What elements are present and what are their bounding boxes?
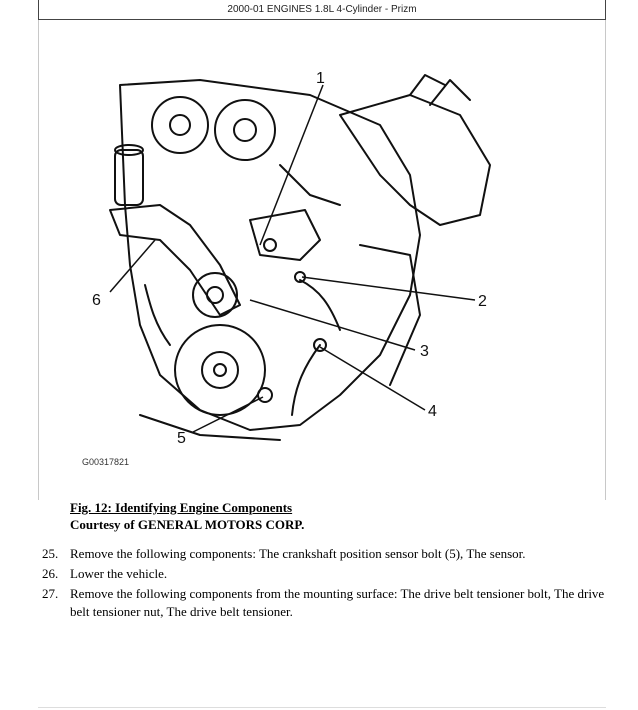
figure-caption: [70, 499, 304, 533]
cam-pulley-left: [152, 97, 208, 153]
page-header: 2000-01 ENGINES 1.8L 4-Cylinder - Prizm: [38, 0, 606, 20]
step-text: Lower the vehicle.: [70, 566, 168, 581]
callout-6: 6: [92, 292, 101, 309]
callout-4: 4: [428, 403, 437, 420]
callout-2: 2: [478, 293, 487, 310]
crank-sensor-bolt: [258, 388, 272, 402]
right-border: [605, 20, 606, 500]
callout-1: 1: [316, 70, 325, 87]
step-item: [42, 585, 612, 621]
engine-components-illustration: [80, 55, 520, 475]
step-text: Remove the following components from the mounting surface: The drive belt tensioner bolt, The drive belt tensioner nut, The drive belt tensioner.: [70, 586, 605, 619]
callout-5: 5: [177, 430, 186, 447]
step-number: 25.: [42, 546, 59, 561]
step-number: 26.: [42, 566, 59, 581]
step-item: [42, 565, 612, 583]
bottom-border: [38, 707, 606, 708]
caption-credit: Courtesy of GENERAL MOTORS CORP.: [70, 517, 305, 532]
timing-cover: [120, 80, 420, 430]
sensor-housing: [115, 150, 143, 205]
crank-pulley: [175, 325, 265, 415]
procedure-steps: [42, 545, 612, 623]
caption-title: Fig. 12: Identifying Engine Components: [70, 500, 293, 515]
figure-code: G00317821: [82, 457, 130, 467]
sensor-wire: [292, 345, 320, 415]
mount-bracket: [250, 210, 320, 260]
cam-pulley-right: [215, 100, 275, 160]
callout-3: 3: [420, 343, 429, 360]
step-number: 27.: [42, 586, 59, 601]
step-item: [42, 545, 612, 563]
left-border: [38, 20, 39, 500]
step-text: Remove the following components: The crankshaft position sensor bolt (5), The sensor.: [70, 546, 526, 561]
tensioner-pulley: [193, 273, 237, 317]
